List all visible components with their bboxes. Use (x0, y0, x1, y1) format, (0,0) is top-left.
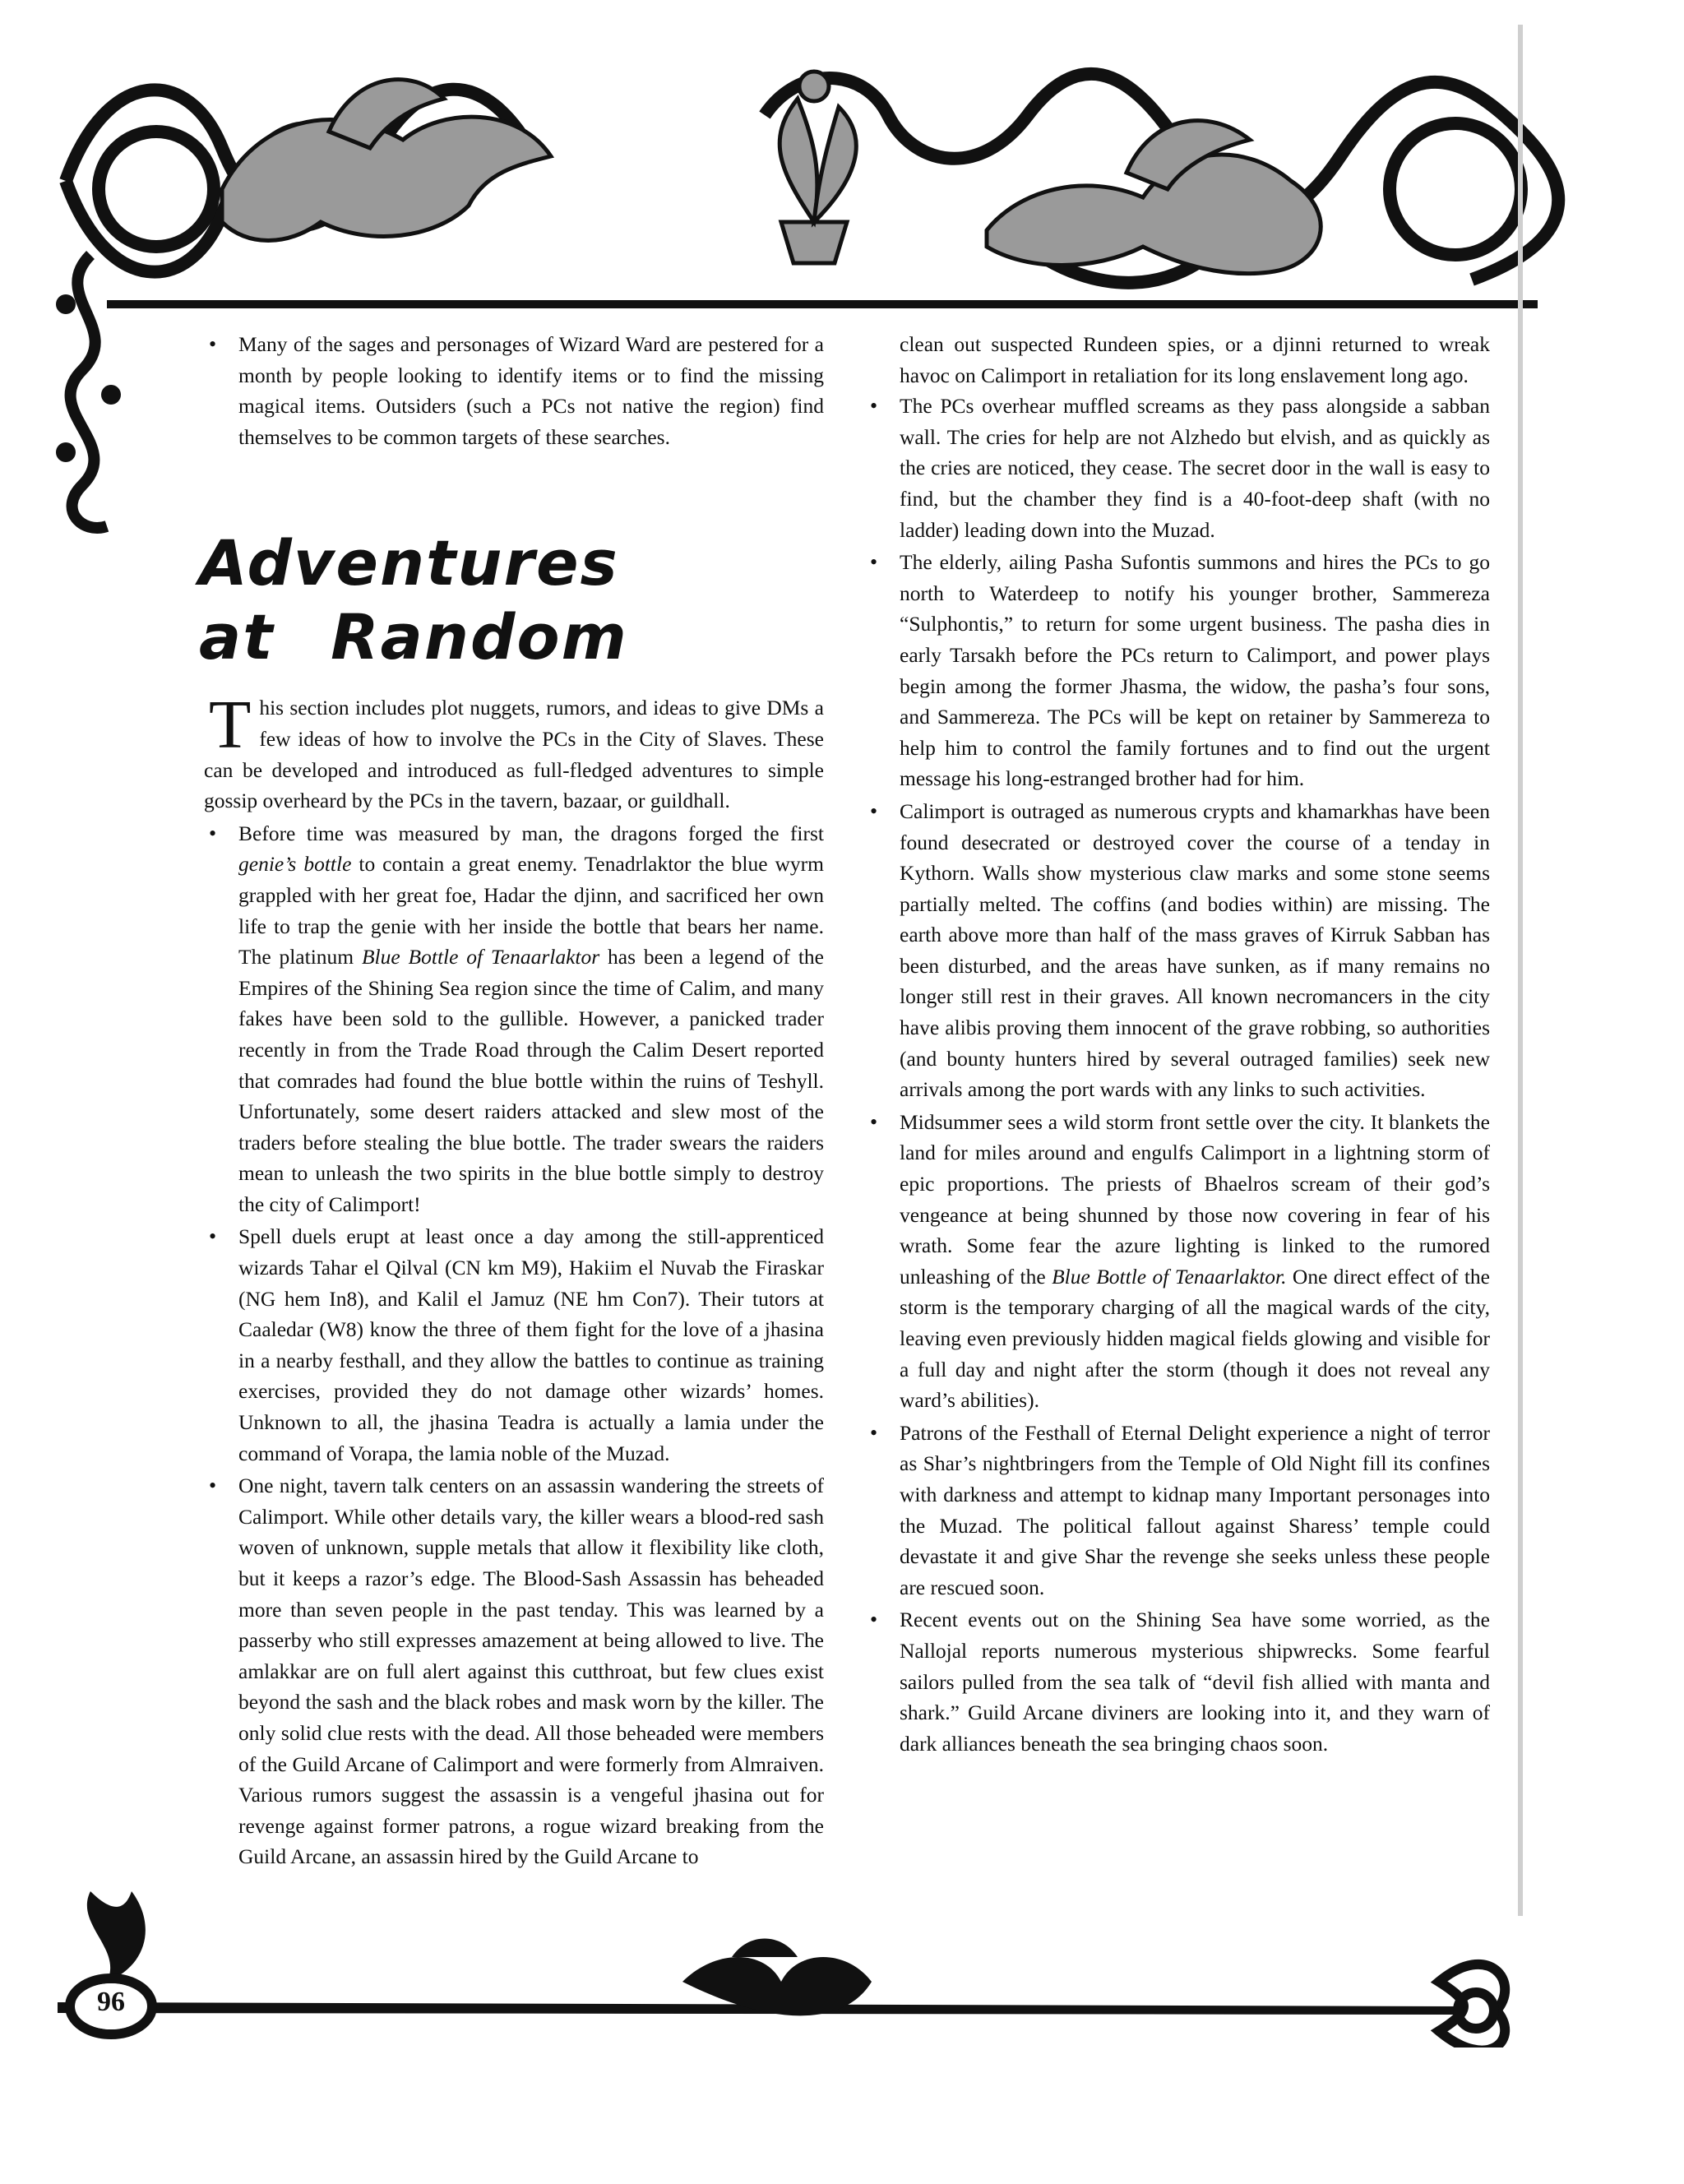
italic-term: genie’s bottle (238, 852, 352, 877)
intro-bullet-list (204, 329, 824, 452)
page-number: 96 (97, 1987, 125, 2017)
section-title: Adventures at Random (199, 526, 628, 674)
italic-term: Blue Bottle of Tenaarlaktor. (1052, 1264, 1287, 1289)
celtic-dragon-header-border (58, 49, 1571, 321)
plot-nugget-list-continued (865, 391, 1490, 1759)
list-item: • One night, tavern talk centers on an assassin wandering the streets of Calimport. While other details vary, the killer wears a blood-red sash woven of unknown, supple metals that allow it flexibility like cloth, but it keeps a razor’s edge. The Blood-Sash Assassin has beheaded more than seven people in the past tenday. This was learned by a passerby who still expresses amazement at being allowed to live. The amlakkar are on full alert against this cutthroat, but few clues exist beyond the sash and the black robes and mask worn by the killer. The only solid clue rests with the dead. All those beheaded were members of the Guild Arcane of Calimport and were formerly from Almraiven. Various rumors suggest the assassin is a vengeful jhasina out for revenge against former patrons, a rogue wizard breaking from the Guild Arcane, an assassin hired by the Guild Arcane to (204, 1470, 824, 1872)
list-item: • Calimport is outraged as numerous crypts and khamarkhas have been found desecrated or destroyed cover the course of a tenday in Kythorn. Walls show mysterious claw marks and some stone seems partially melted. The coffins (and bodies within) are missing. The earth above more than half of the mass graves of Kirruk Sabban has been disturbed, and the areas have sunken, as if many remains no longer still rest in their graves. All known necromancers in the city have alibis proving them innocent of the grave robbing, so authorities (and bounty hunters hired by several outraged families) seek new arrivals among the port wards with any links to such activities. (865, 796, 1490, 1105)
list-item: • Recent events out on the Shining Sea have some worried, as the Nallojal reports numerous mysterious shipwrecks. Some fearful sailors pulled from the sea talk of “devil fish allied with manta and shark.” Guild Arcane diviners are looking into it, and they warn of dark alliances beneath the sea bringing chaos soon. (865, 1604, 1490, 1759)
list-item: • The elderly, ailing Pasha Sufontis summons and hires the PCs to go north to Waterdeep to notify his younger brother, Sammereza “Sulphontis,” to return for some urgent business. The pasha dies in early Tarsakh before the PCs return to Calimport, and power plays begin among the former Jhasma, the widow, the pasha’s four sons, and Sammereza. The PCs will be kept on retainer by Sammereza to help him to control the family fortunes and to find out the urgent message his long-estranged brother had for him. (865, 547, 1490, 794)
plot-nugget-list (204, 818, 824, 1872)
right-column (865, 329, 1490, 1761)
drop-cap: T (209, 687, 252, 764)
list-item: • Patrons of the Festhall of Eternal Delight experience a night of terror as Shar’s nightbringers from the Temple of Old Night fill its confines with darkness and attempt to kidnap many Important personages into the Muzad. The political fallout against Sharess’ temple could devastate it and give Shar the revenge she seeks unless these people are rescued soon. (865, 1418, 1490, 1603)
list-item: • Midsummer sees a wild storm front settle over the city. It blankets the land for miles around and engulfs Calimport in a lightning storm of epic proportions. The priests of Bhaelros scream of their god’s vengeance at being shunned by those now covering in fear of his wrath. Some fear the azure lighting is linked to the rumored unleashing of the Blue Bottle of Tenaarlaktor. One direct effect of the storm is the temporary charging of all the magical wards of the city, leaving even previously hidden magical fields glowing and visible for a full day and night after the storm (though it does not reveal any ward’s abilities). (865, 1107, 1490, 1416)
list-item: • The PCs overhear muffled screams as they pass alongside a sabban wall. The cries for help are not Alzhedo but elvish, and as quickly as the cries are noticed, they cease. The secret door in the wall is easy to find, but the chamber they find is a 40-foot-deep shaft (with no ladder) leading down into the Muzad. (865, 391, 1490, 545)
continued-text: clean out suspected Rundeen spies, or a djinni returned to wreak havoc on Calimport in retaliation for its long enslavement long ago. (900, 332, 1490, 387)
left-column (199, 329, 825, 1874)
footer-ornament-border (41, 1858, 1529, 2048)
list-item: • Many of the sages and personages of Wizard Ward are pestered for a month by people looking to identify items or to find the missing magical items. Outsiders (such a PCs not native the region) find themselves to be common targets of these searches. (204, 329, 824, 452)
intro-text: his section includes plot nuggets, rumors, and ideas to give DMs a few ideas of how to involve the PCs in the City of Slaves. These can be developed and introduced as full-fledged adventures to simple gossip overheard by the PCs in the tavern, bazaar, or guildhall. (204, 696, 824, 813)
list-item: • Before time was measured by man, the dragons forged the first genie’s bottle to contain a great enemy. Tenadrlaktor the blue wyrm grappled with her great foe, Hadar the djinn, and sacrificed her own life to trap the genie with her inside the bottle that bears her name. The platinum Blue Bottle of Tenaarlaktor has been a legend of the Empires of the Shining Sea region since the time of Calim, and many fakes have been sold to the gullible. However, a panicked trader recently in from the Trade Road through the Calim Desert reported that comrades had found the blue bottle within the ruins of Teshyll. Unfortunately, some desert raiders attacked and slew most of the traders before stealing the blue bottle. The trader swears the raiders mean to unleash the two spirits in the blue bottle simply to destroy the city of Calimport! (204, 818, 824, 1220)
intro-paragraph (204, 687, 824, 816)
left-vine-ornament (33, 247, 140, 543)
italic-term: Blue Bottle of Tenaarlaktor (361, 945, 600, 969)
page-edge-shadow (1518, 25, 1523, 1916)
list-item: • Spell duels erupt at least once a day among the still-apprenticed wizards Tahar el Qilval (CN km M9), Hakiim el Nuvab the Firaskar (NG hem In8), and Kalil el Jamuz (NE hm Con7). Their tutors at Caaledar (W8) know the three of them fight for the love of a jhasina in a nearby festhall, and they allow the battles to continue as training exercises, provided they do not damage other wizards’ homes. Unknown to all, the jhasina Teadra is actually a lamia under the command of Vorapa, the lamia noble of the Muzad. (204, 1221, 824, 1469)
